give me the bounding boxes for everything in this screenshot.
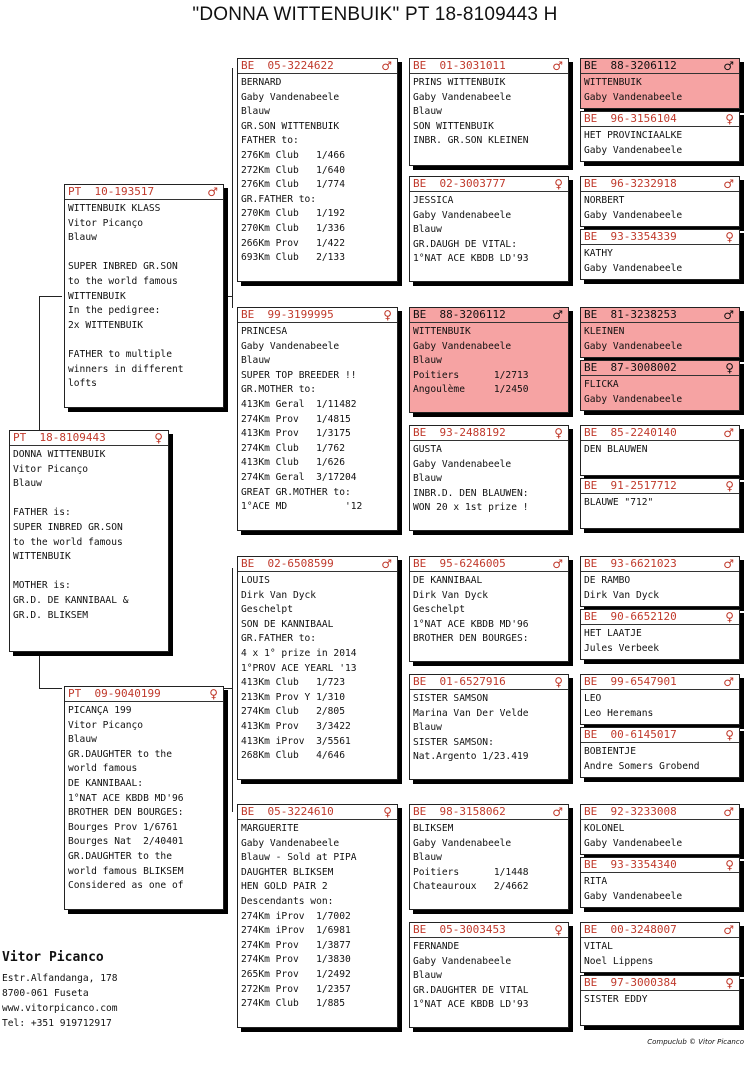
ring-number: BE 99-6547901 ♂: [581, 675, 739, 690]
ring-number: BE 05-3224622 ♂: [238, 59, 397, 74]
card-line: BLIKSEM: [413, 823, 454, 834]
female-icon: ♀: [154, 431, 163, 445]
female-icon: ♀: [554, 923, 563, 937]
card-line: [13, 492, 165, 507]
card-line: Leo Heremans: [584, 707, 654, 719]
connector-line: [39, 296, 40, 433]
card-line: Dirk Van Dyck: [241, 589, 317, 601]
pedigree-card-g4[interactable]: [409, 804, 569, 910]
card-line: Dirk Van Dyck: [413, 589, 489, 601]
pedigree-card-g5[interactable]: [580, 58, 740, 109]
card-line: 1°NAT ACE KBDB LD'93: [413, 253, 529, 265]
pedigree-card-sire-sire[interactable]: [237, 58, 398, 282]
card-line: FATHER to multiple: [68, 348, 172, 360]
connector-line: [39, 296, 62, 297]
card-line: GR.FATHER to:: [241, 193, 317, 205]
card-details: [410, 192, 568, 267]
male-icon: ♂: [207, 185, 218, 199]
card-line: Blauw - Sold at PIPA: [241, 852, 357, 864]
card-line: Blauw: [68, 734, 97, 746]
card-line: Gaby Vandenabeele: [584, 144, 683, 156]
pedigree-card-g5[interactable]: [580, 111, 740, 162]
female-icon: ♀: [383, 805, 392, 819]
card-line: FATHER is:: [13, 507, 71, 519]
card-line: 270Km Club 1/192: [241, 208, 345, 220]
card-line: Gaby Vandenabeele: [584, 890, 683, 902]
card-line: PRINCESA: [241, 326, 288, 337]
card-line: GR.FATHER to:: [241, 633, 317, 645]
card-line: 413Km Club 1/626: [241, 457, 345, 469]
card-line: Blauw: [413, 852, 442, 864]
card-line: BROTHER DEN BOURGES:: [68, 807, 184, 819]
card-line: FATHER to:: [241, 135, 299, 147]
female-icon: ♀: [725, 610, 734, 624]
card-details: [65, 200, 223, 392]
female-icon: ♀: [725, 728, 734, 742]
card-line: 274Km Prov 1/3830: [241, 954, 351, 966]
card-line: WITTENBUIK KLASS: [68, 203, 161, 214]
card-line: GR.D. BLIKSEM: [13, 609, 89, 621]
card-line: Considered as one of: [68, 880, 184, 892]
male-icon: ♂: [552, 557, 563, 571]
card-line: LOUIS: [241, 575, 270, 586]
ring-number: BE 93-2488192 ♀: [410, 426, 568, 441]
card-line: BROTHER DEN BOURGES:: [413, 633, 529, 645]
ring-number: BE 87-3008002 ♀: [581, 361, 739, 376]
card-line: 413Km Prov 1/3175: [241, 428, 351, 440]
ring-number: BE 90-6652120 ♀: [581, 610, 739, 625]
ring-number: BE 01-6527916 ♀: [410, 675, 568, 690]
connector-line: [39, 652, 40, 688]
pedigree-card-dam-dam[interactable]: [237, 804, 398, 1028]
card-line: 274Km Club 1/885: [241, 998, 345, 1010]
card-line: Blauw: [241, 106, 270, 118]
card-line: SUPER INBRED GR.SON: [13, 521, 123, 533]
card-details: [581, 376, 739, 407]
pedigree-card-g4[interactable]: [409, 922, 569, 1028]
ring-number: BE 93-3354339 ♀: [581, 230, 739, 245]
card-details: [581, 625, 739, 656]
pedigree-card-dam-sire[interactable]: [237, 556, 398, 780]
male-icon: ♂: [381, 557, 392, 571]
pedigree-card-g4[interactable]: [409, 307, 569, 413]
male-icon: ♂: [723, 675, 734, 689]
pedigree-card-g5[interactable]: [580, 176, 740, 227]
card-line: Gaby Vandenabeele: [584, 837, 683, 849]
card-line: Poitiers 1/2713: [413, 369, 529, 381]
card-line: DE KANNIBAAL: [413, 575, 483, 586]
card-line: 1°PROV ACE YEARL '13: [241, 662, 357, 674]
card-line: SISTER SAMSON: [413, 693, 489, 704]
card-details: [10, 446, 168, 623]
card-line: [13, 565, 165, 580]
ring-number: BE 85-2240140 ♂: [581, 426, 739, 441]
card-line: 413Km Geral 1/11482: [241, 398, 357, 410]
card-details: [65, 702, 223, 894]
card-line: Gaby Vandenabeele: [413, 837, 512, 849]
card-line: 270Km Club 1/336: [241, 222, 345, 234]
connector-line: [224, 688, 232, 689]
card-line: 413Km Prov 3/3422: [241, 720, 351, 732]
card-line: MARGUERITE: [241, 823, 299, 834]
female-icon: ♀: [725, 230, 734, 244]
card-line: WON 20 x 1st prize !: [413, 502, 529, 514]
female-icon: ♀: [725, 361, 734, 375]
ring-number: BE 96-3232918 ♂: [581, 177, 739, 192]
card-line: Blauw: [413, 970, 442, 982]
card-line: GR.DAUGH DE VITAL:: [413, 238, 517, 250]
female-icon: ♀: [725, 112, 734, 126]
card-line: winners in different: [68, 363, 184, 375]
card-details: [581, 572, 739, 603]
ring-number: BE 02-3003777 ♀: [410, 177, 568, 192]
card-line: 272Km Club 1/640: [241, 164, 345, 176]
pedigree-card-g5[interactable]: [580, 609, 740, 660]
card-line: 1°NAT ACE KBDB MD'96: [413, 618, 529, 630]
card-details: [581, 938, 739, 969]
card-line: [68, 246, 220, 261]
card-line: 266Km Prov 1/422: [241, 237, 345, 249]
card-line: Blauw: [13, 478, 42, 490]
card-line: Gaby Vandenabeele: [413, 955, 512, 967]
card-line: Gaby Vandenabeele: [413, 458, 512, 470]
card-details: [410, 572, 568, 647]
card-line: 274Km iProv 1/6981: [241, 925, 351, 937]
card-line: [68, 333, 220, 348]
ring-number: BE 02-6508599 ♂: [238, 557, 397, 572]
card-line: 2x WITTENBUIK: [68, 319, 144, 331]
female-icon: ♀: [554, 177, 563, 191]
card-line: Geschelpt: [241, 604, 293, 616]
card-line: 1°ACE MD '12: [241, 501, 363, 513]
card-line: KOLONEL: [584, 823, 625, 834]
card-line: 1°NAT ACE KBDB LD'93: [413, 999, 529, 1011]
male-icon: ♂: [552, 59, 563, 73]
pedigree-card-g5[interactable]: [580, 975, 740, 1026]
card-line: JESSICA: [413, 195, 454, 206]
ring-number: BE 01-3031011 ♂: [410, 59, 568, 74]
ring-number: BE 93-6621023 ♂: [581, 557, 739, 572]
card-line: NORBERT: [584, 195, 625, 206]
pedigree-card-sire-dam[interactable]: [237, 307, 398, 531]
card-line: Noel Lippens: [584, 955, 654, 967]
card-line: GR.D. DE KANNIBAAL &: [13, 594, 129, 606]
card-line: Bourges Prov 1/6761: [68, 821, 178, 833]
card-line: PICANÇA 199: [68, 705, 132, 716]
connector-line: [232, 568, 233, 812]
card-line: Gaby Vandenabeele: [241, 340, 340, 352]
breeder-website-link[interactable]: www.vitorpicanco.com: [2, 1003, 118, 1014]
card-line: Blauw: [413, 722, 442, 734]
card-line: MOTHER is:: [13, 580, 71, 592]
card-line: 274Km Geral 3/17204: [241, 471, 357, 483]
breeder-phone: Tel: +351 919712917: [2, 1018, 112, 1029]
card-line: FLICKA: [584, 379, 619, 390]
card-line: BLAUWE "712": [584, 497, 654, 508]
card-line: PRINS WITTENBUIK: [413, 77, 506, 88]
card-details: [581, 873, 739, 904]
male-icon: ♂: [552, 805, 563, 819]
card-line: SISTER EDDY: [584, 994, 648, 1005]
card-line: Gaby Vandenabeele: [584, 209, 683, 221]
card-line: 274Km Prov 1/4815: [241, 413, 351, 425]
card-details: [410, 441, 568, 516]
card-line: 268Km Club 4/646: [241, 750, 345, 762]
pedigree-card-g4[interactable]: [409, 58, 569, 166]
male-icon: ♂: [723, 177, 734, 191]
pedigree-card-g4[interactable]: [409, 176, 569, 282]
card-line: HET PROVINCIAALKE: [584, 130, 683, 141]
card-line: GREAT GR.MOTHER to:: [241, 486, 351, 498]
card-details: [410, 323, 568, 398]
breeder-info: [2, 950, 118, 1031]
pedigree-card-g5[interactable]: [580, 804, 740, 855]
pedigree-card-g5[interactable]: [580, 307, 740, 358]
card-line: Angoulème 1/2450: [413, 384, 529, 396]
card-line: Descendants won:: [241, 895, 334, 907]
pedigree-card-dam[interactable]: [64, 686, 224, 910]
pedigree-card-g5[interactable]: [580, 478, 740, 529]
ring-number: BE 00-3248007 ♂: [581, 923, 739, 938]
card-line: Gaby Vandenabeele: [584, 262, 683, 274]
breeder-address: Estr.Alfandanga, 178: [2, 973, 118, 984]
card-line: Gaby Vandenabeele: [241, 91, 340, 103]
ring-number: BE 81-3238253 ♂: [581, 308, 739, 323]
credit-footer: Compuclub © Vitor Picanco: [647, 1038, 744, 1046]
card-line: Blauw: [241, 355, 270, 367]
card-line: Bourges Nat 2/40401: [68, 836, 184, 848]
pedigree-card-subject[interactable]: [9, 430, 169, 652]
card-details: [581, 690, 739, 721]
card-details: [238, 572, 397, 764]
card-line: Gaby Vandenabeele: [584, 393, 683, 405]
card-line: 413Km Club 1/723: [241, 677, 345, 689]
card-line: Gaby Vandenabeele: [413, 340, 512, 352]
card-line: to the world famous: [13, 536, 123, 548]
ring-number: BE 95-6246005 ♂: [410, 557, 568, 572]
card-details: [581, 127, 739, 158]
male-icon: ♂: [723, 59, 734, 73]
card-line: LEO: [584, 693, 602, 704]
card-line: 4 x 1° prize in 2014: [241, 647, 357, 659]
card-line: to the world famous: [68, 275, 178, 287]
female-icon: ♀: [209, 687, 218, 701]
ring-number: BE 88-3206112 ♂: [410, 308, 568, 323]
card-line: Dirk Van Dyck: [584, 589, 660, 601]
card-line: DAUGHTER BLIKSEM: [241, 866, 334, 878]
card-line: 1°NAT ACE KBDB MD'96: [68, 792, 184, 804]
ring-number: BE 98-3158062 ♂: [410, 805, 568, 820]
female-icon: ♀: [383, 308, 392, 322]
male-icon: ♂: [723, 805, 734, 819]
ring-number: BE 92-3233008 ♂: [581, 805, 739, 820]
card-line: Blauw: [68, 232, 97, 244]
card-line: GR.MOTHER to:: [241, 384, 317, 396]
card-line: KATHY: [584, 248, 613, 259]
male-icon: ♂: [723, 426, 734, 440]
card-line: world famous BLIKSEM: [68, 865, 184, 877]
card-line: VITAL: [584, 941, 613, 952]
male-icon: ♂: [723, 923, 734, 937]
pedigree-card-g5[interactable]: [580, 922, 740, 973]
card-line: 274Km Club 2/805: [241, 706, 345, 718]
male-icon: ♂: [723, 308, 734, 322]
card-line: Geschelpt: [413, 604, 465, 616]
card-line: WITTENBUIK: [13, 551, 71, 563]
card-details: [410, 74, 568, 149]
card-line: Jules Verbeek: [584, 642, 660, 654]
card-line: FERNANDE: [413, 941, 460, 952]
ring-number: BE 00-6145017 ♀: [581, 728, 739, 743]
card-line: SON WITTENBUIK: [413, 120, 494, 132]
breeder-city: 8700-061 Fuseta: [2, 988, 89, 999]
pedigree-card-g4[interactable]: [409, 674, 569, 780]
pedigree-card-g5[interactable]: [580, 556, 740, 607]
ring-number: BE 05-3224610 ♀: [238, 805, 397, 820]
card-details: [410, 690, 568, 765]
card-line: KLEINEN: [584, 326, 625, 337]
card-line: Chateauroux 2/4662: [413, 881, 529, 893]
card-line: Gaby Vandenabeele: [413, 209, 512, 221]
card-line: Vitor Picanço: [13, 463, 89, 475]
card-line: SON DE KANNIBAAL: [241, 618, 334, 630]
card-line: INBR.D. DEN BLAUWEN:: [413, 487, 529, 499]
card-line: Vitor Picanço: [68, 719, 144, 731]
pedigree-card-g4[interactable]: [409, 425, 569, 531]
pedigree-card-g5[interactable]: [580, 857, 740, 908]
card-line: GR.SON WITTENBUIK: [241, 120, 340, 132]
card-details: [581, 743, 739, 774]
card-line: Gaby Vandenabeele: [413, 91, 512, 103]
card-line: 274Km Club 1/762: [241, 442, 345, 454]
card-details: [410, 938, 568, 1013]
card-line: DE RAMBO: [584, 575, 631, 586]
ring-number: BE 96-3156104 ♀: [581, 112, 739, 127]
female-icon: ♀: [725, 858, 734, 872]
card-line: BERNARD: [241, 77, 282, 88]
card-line: Gaby Vandenabeele: [584, 340, 683, 352]
card-details: [581, 441, 739, 458]
card-line: world famous: [68, 763, 138, 775]
card-line: 413Km iProv 3/5561: [241, 735, 351, 747]
card-line: DE KANNIBAAL:: [68, 777, 144, 789]
pedigree-card-g5[interactable]: [580, 674, 740, 725]
card-line: Gaby Vandenabeele: [584, 91, 683, 103]
card-details: [581, 245, 739, 276]
card-line: Blauw: [413, 355, 442, 367]
card-line: 213Km Prov Y 1/310: [241, 691, 345, 703]
card-line: Nat.Argento 1/23.419: [413, 751, 529, 763]
card-line: DEN BLAUWEN: [584, 444, 648, 455]
connector-line: [232, 68, 233, 308]
male-icon: ♂: [723, 557, 734, 571]
card-line: 265Km Prov 1/2492: [241, 968, 351, 980]
card-line: Blauw: [413, 473, 442, 485]
card-line: HET LAATJE: [584, 628, 642, 639]
card-line: GR.DAUGHTER DE VITAL: [413, 984, 529, 996]
card-line: 276Km Club 1/466: [241, 149, 345, 161]
card-line: 272Km Prov 1/2357: [241, 983, 351, 995]
card-line: Blauw: [413, 106, 442, 118]
card-details: [238, 74, 397, 266]
male-icon: ♂: [381, 59, 392, 73]
card-line: Andre Somers Grobend: [584, 760, 700, 772]
card-line: BOBIENTJE: [584, 746, 636, 757]
card-line: lofts: [68, 378, 97, 390]
card-line: 274Km iProv 1/7002: [241, 910, 351, 922]
card-line: DONNA WITTENBUIK: [13, 449, 106, 460]
card-line: Poitiers 1/1448: [413, 866, 529, 878]
pedigree-card-sire[interactable]: [64, 184, 224, 408]
card-line: WITTENBUIK: [584, 77, 642, 88]
ring-number: PT 09-9040199 ♀: [65, 687, 223, 702]
card-details: [581, 991, 739, 1008]
card-details: [581, 323, 739, 354]
pedigree-card-g5[interactable]: [580, 360, 740, 411]
card-line: Marina Van Der Velde: [413, 707, 529, 719]
card-line: Gaby Vandenabeele: [241, 837, 340, 849]
card-line: INBR. GR.SON KLEINEN: [413, 135, 529, 147]
card-line: SUPER INBRED GR.SON: [68, 261, 178, 273]
pedigree-title: "DONNA WITTENBUIK" PT 18-8109443 H: [192, 4, 558, 25]
card-line: In the pedigree:: [68, 305, 161, 317]
card-line: Blauw: [413, 224, 442, 236]
card-line: 276Km Club 1/774: [241, 179, 345, 191]
ring-number: PT 18-8109443 ♀: [10, 431, 168, 446]
card-line: GR.DAUGHTER to the: [68, 748, 172, 760]
ring-number: BE 05-3003453 ♀: [410, 923, 568, 938]
ring-number: BE 88-3206112 ♂: [581, 59, 739, 74]
card-line: GR.DAUGHTER to the: [68, 850, 172, 862]
card-details: [581, 494, 739, 511]
card-line: SUPER TOP BREEDER !!: [241, 369, 357, 381]
pedigree-card-g5[interactable]: [580, 727, 740, 778]
card-details: [581, 192, 739, 223]
pedigree-card-g4[interactable]: [409, 556, 569, 662]
card-line: SISTER SAMSON:: [413, 736, 494, 748]
ring-number: BE 97-3000384 ♀: [581, 976, 739, 991]
male-icon: ♂: [552, 308, 563, 322]
ring-number: PT 10-193517 ♂: [65, 185, 223, 200]
card-line: 693Km Club 2/133: [241, 252, 345, 264]
pedigree-card-g5[interactable]: [580, 425, 740, 476]
card-details: [410, 820, 568, 895]
card-line: Vitor Picanço: [68, 217, 144, 229]
card-details: [581, 820, 739, 851]
female-icon: ♀: [725, 976, 734, 990]
ring-number: BE 93-3354340 ♀: [581, 858, 739, 873]
card-line: RITA: [584, 876, 608, 887]
card-details: [581, 74, 739, 105]
card-line: HEN GOLD PAIR 2: [241, 881, 328, 893]
card-details: [238, 323, 397, 515]
card-line: GUSTA: [413, 444, 442, 455]
female-icon: ♀: [554, 426, 563, 440]
card-line: WITTENBUIK: [413, 326, 471, 337]
breeder-name: Vitor Picanco: [2, 950, 104, 965]
connector-line: [39, 688, 62, 689]
female-icon: ♀: [554, 675, 563, 689]
card-details: [238, 820, 397, 1012]
connector-line: [224, 296, 232, 297]
card-line: WITTENBUIK: [68, 290, 126, 302]
ring-number: BE 91-2517712 ♀: [581, 479, 739, 494]
ring-number: BE 99-3199995 ♀: [238, 308, 397, 323]
pedigree-card-g5[interactable]: [580, 229, 740, 280]
card-line: 274Km Prov 1/3877: [241, 939, 351, 951]
female-icon: ♀: [725, 479, 734, 493]
